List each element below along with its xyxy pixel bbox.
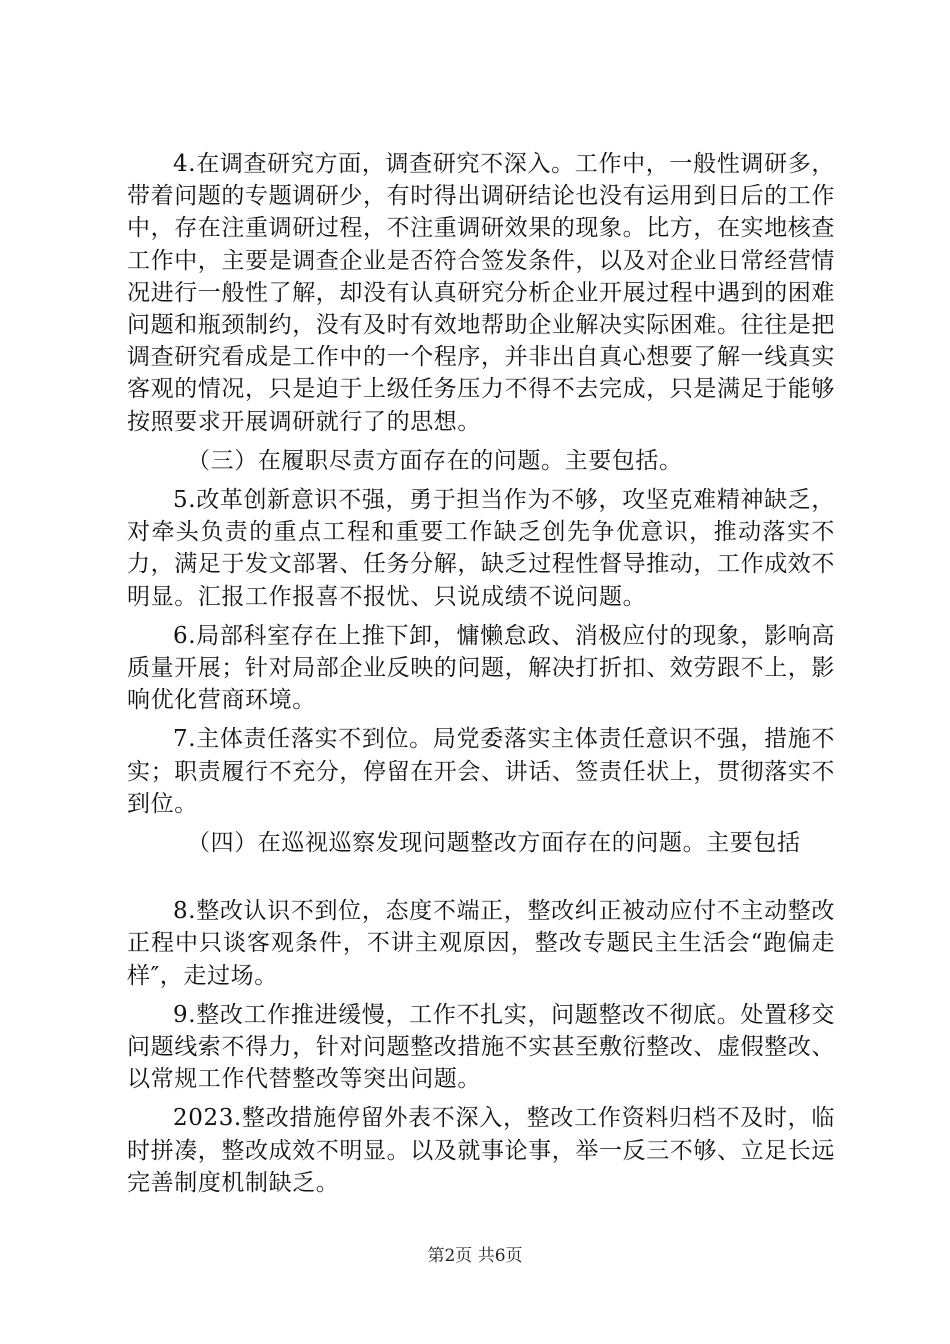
paragraph-item-2023: 2023.整改措施停留外表不深入，整改工作资料归档不及时，临时拼凑，整改成效不明显。以及就事论事，举一反三不够、立足长远完善制度机制缺乏。	[127, 1105, 835, 1196]
page-number-footer: 第2页 共6页	[427, 1246, 523, 1266]
paragraph-item-6: 6.局部科室存在上推下卸，慵懒怠政、消极应付的现象，影响高质量开展；针对局部企业反映的问题，解决打折扣、效劳跟不上，影响优化营商环境。	[127, 622, 835, 714]
paragraph-item-7: 7.主体责任落实不到位。局党委落实主体责任意识不强，措施不实；职责履行不充分，停留在开会、讲话、签责任状上，贯彻落实不到位。	[127, 726, 835, 817]
document-body	[127, 148, 835, 1206]
paragraph-item-5: 5.改革创新意识不强，勇于担当作为不够，攻坚克难精神缺乏，对牵头负责的重点工程和重要工作缺乏创先争优意识，推动落实不力，满足于发文部署、任务分解，缺乏过程性督导推动，工作成效不明显。汇报工作报喜不报忧、只说成绩不说问题。	[127, 487, 835, 610]
section-heading-4: （四）在巡视巡察发现问题整改方面存在的问题。主要包括	[187, 830, 801, 857]
paragraph-item-4: 4.在调查研究方面，调查研究不深入。工作中，一般性调研多，带着问题的专题调研少，有时得出调研结论也没有运用到日后的工作中，存在注重调研过程，不注重调研效果的现象。比方，在实地核查工作中，主要是调查企业是否符合签发条件，以及对企业日常经营情况进行一般性了解，却没有认真研究分析企业开展过程中遇到的困难问题和瓶颈制约，没有及时有效地帮助企业解决实际困难。往往是把调查研究看成是工作中的一个程序，并非出自真心想要了解一线真实客观的情况，只是迫于上级任务压力不得不去完成，只是满足于能够按照要求开展调研就行了的思想。	[127, 151, 835, 435]
section-heading-3: （三）在履职尽责方面存在的问题。主要包括。	[187, 447, 683, 474]
paragraph-item-9: 9.整改工作推进缓慢，工作不扎实，问题整改不彻底。处置移交问题线索不得力，针对问题整改措施不实甚至敷衍整改、虚假整改、以常规工作代替整改等突出问题。	[127, 1001, 835, 1093]
paragraph-item-8: 8.整改认识不到位，态度不端正，整改纠正被动应付不主动整改正程中只谈客观条件，不讲主观原因，整改专题民主生活会“跑偏走样″，走过场。	[127, 898, 835, 989]
